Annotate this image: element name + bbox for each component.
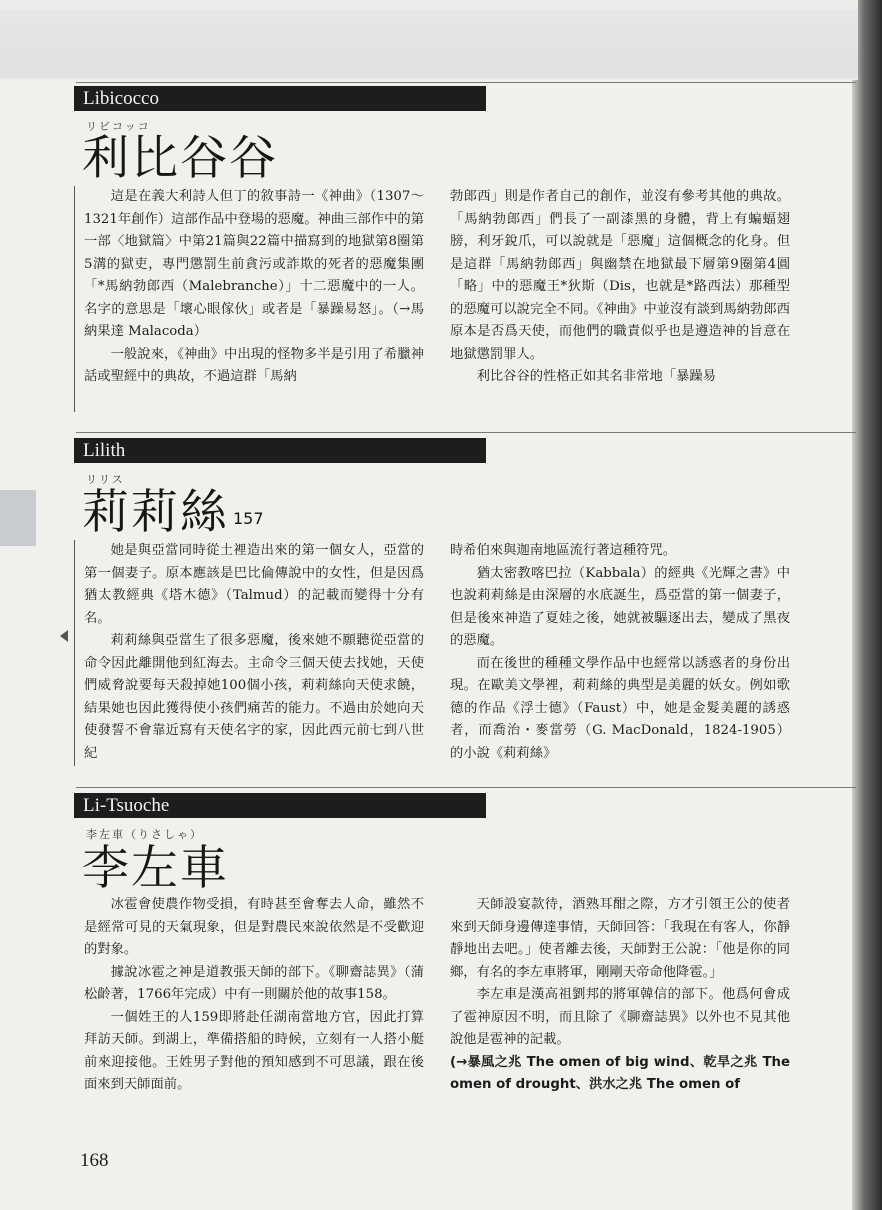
paragraph: 李左車是漢高祖劉邦的將軍韓信的部下。他爲何會成了雹神原因不明，而且除了《聊齋誌異》以外也不見其他說他是雹神的記載。 [450, 987, 790, 1047]
entry-kana: リビコッコ [86, 120, 151, 133]
top-band [0, 0, 858, 80]
paragraph: 時希伯來與迦南地區流行著這種符咒。 [450, 543, 677, 558]
entry-right-column [450, 540, 790, 768]
section-rule [76, 787, 856, 788]
entry-right-column [450, 186, 790, 414]
paragraph: 一般說來，《神曲》中出現的怪物多半是引用了希臘神話或聖經中的典故，不過這群「馬納 [84, 346, 424, 384]
section-rule [76, 82, 856, 83]
paragraph: 據說冰雹之神是道教張天師的部下。《聊齋誌異》（蒲松齡著，1766年完成）中有一則關於他的故事158。 [84, 964, 424, 1002]
entry-left-column [84, 540, 424, 768]
section-rule [76, 432, 856, 433]
paragraph: 冰雹會使農作物受損，有時甚至會奪去人命，雖然不是經常可見的天氣現象，但是對農民來說依然是不受歡迎的對象。 [84, 897, 424, 957]
column-divider [74, 540, 75, 766]
paragraph: 勃郎西」則是作者自己的創作，並沒有參考其他的典故。「馬納勃郎西」們長了一副漆黑的身體，背上有蝙蝠翅膀，利牙銳爪，可以說就是「惡魔」這個概念的化身。但是這群「馬納勃郎西」與幽禁在地獄最下層第9圈第4圓「略」中的惡魔王*狄斯（Dis，也就是*路西法）那種型的惡魔可以說完全不同。《神曲》中並沒有談到馬納勃郎西原本是否爲天使，而他們的職責似乎也是遵造神的旨意在地獄懲罰罪人。 [450, 189, 790, 362]
page-number: 168 [80, 1150, 109, 1171]
paragraph: 猶太密教喀巴拉（Kabbala）的經典《光輝之書》中也說莉莉絲是由深層的水底誕生，爲亞當的第一個妻子，但是後來神造了夏娃之後，她就被驅逐出去，變成了黑夜的惡魔。 [450, 565, 790, 648]
entry-right-column [450, 894, 790, 1124]
entry-title-text: 李左車 [82, 841, 229, 896]
page-edge-shadow [852, 0, 882, 1210]
entry-title [82, 131, 278, 186]
margin-arrow-icon [60, 630, 68, 642]
paragraph: 莉莉絲與亞當生了很多惡魔，後來她不願聽從亞當的命令因此離開他到紅海去。主命令三個天使去找她，天使們威脅說要每天殺掉她100個小孩，莉莉絲向天使求饒，結果她也因此獲得使小孩們痛苦的能力。不過由於她向天使發誓不會靠近寫有天使名字的家，因此西元前七到八世紀 [84, 633, 424, 761]
top-band-stripe [0, 10, 858, 78]
entry-title-text: 莉莉絲 [82, 485, 229, 540]
entry-left-column [84, 186, 424, 414]
paragraph: 她是與亞當同時從土裡造出來的第一個女人，亞當的第一個妻子。原本應該是巴比倫傳說中的女性，但是因爲猶太教經典《塔木德》（Talmud）的記載而變得十分有名。 [84, 543, 424, 626]
paragraph: 天師設宴款待，酒熟耳酣之際，方才引領王公的使者來到天師身邊傳達事情，天師回答：「我現在有客人，你靜靜地出去吧。」使者離去後，天師對王公說：「他是你的同鄉，有名的李左車將軍，剛剛天帝命他降雹。」 [450, 897, 790, 980]
cross-reference [450, 1052, 790, 1097]
entry-title [82, 485, 264, 540]
paragraph: 利比谷谷的性格正如其名非常地「暴躁易 [476, 369, 716, 384]
entry-header-bar: Libicocco [74, 86, 486, 111]
paragraph: 一個姓王的人159即將赴任湖南當地方官，因此打算拜訪天師。到湖上，準備搭船的時候，立刻有一人搭小艇前來迎接他。王姓男子對他的預知感到不可思議，跟在後面來到天師面前。 [84, 1009, 424, 1092]
entry-kana: リリス [86, 473, 125, 486]
entry-left-column [84, 894, 424, 1124]
entry-title-text: 利比谷谷 [82, 131, 278, 186]
entry-kana: 李左車（りさしゃ） [86, 828, 203, 841]
entry-header-bar: Li-Tsuoche [74, 793, 486, 818]
entry-header-bar: Lilith [74, 438, 486, 463]
side-tab [0, 490, 36, 546]
paragraph: 這是在義大利詩人但丁的敘事詩一《神曲》（1307～1321年創作）這部作品中登場的惡魔。神曲三部作中的第一部〈地獄篇〉中第21篇與22篇中描寫到的地獄第8圈第5溝的獄吏，專門懲罰生前貪污或詐欺的死者的惡魔集團「*馬納勃郎西（Malebranche）」十二惡魔中的一人。名字的意思是「壞心眼傢伙」或者是「暴躁易怒」。（→馬納果達 Malacoda） [84, 189, 424, 339]
footnote-ref: 157 [233, 509, 264, 528]
entry-title [82, 841, 229, 896]
column-divider [74, 186, 75, 412]
paragraph: 而在後世的種種文學作品中也經常以誘惑者的身份出現。在歐美文學裡，莉莉絲的典型是美麗的妖女。例如歌德的作品《浮士德》（Faust）中，她是金髮美麗的誘惑者，而喬治・麥當勞（G. MacDonald，1824-1905）的小說《莉莉絲》 [450, 655, 790, 761]
cross-reference-text: (→暴風之兆 The omen of big wind、乾旱之兆 The omen of drought、洪水之兆 The omen of [450, 1054, 790, 1092]
